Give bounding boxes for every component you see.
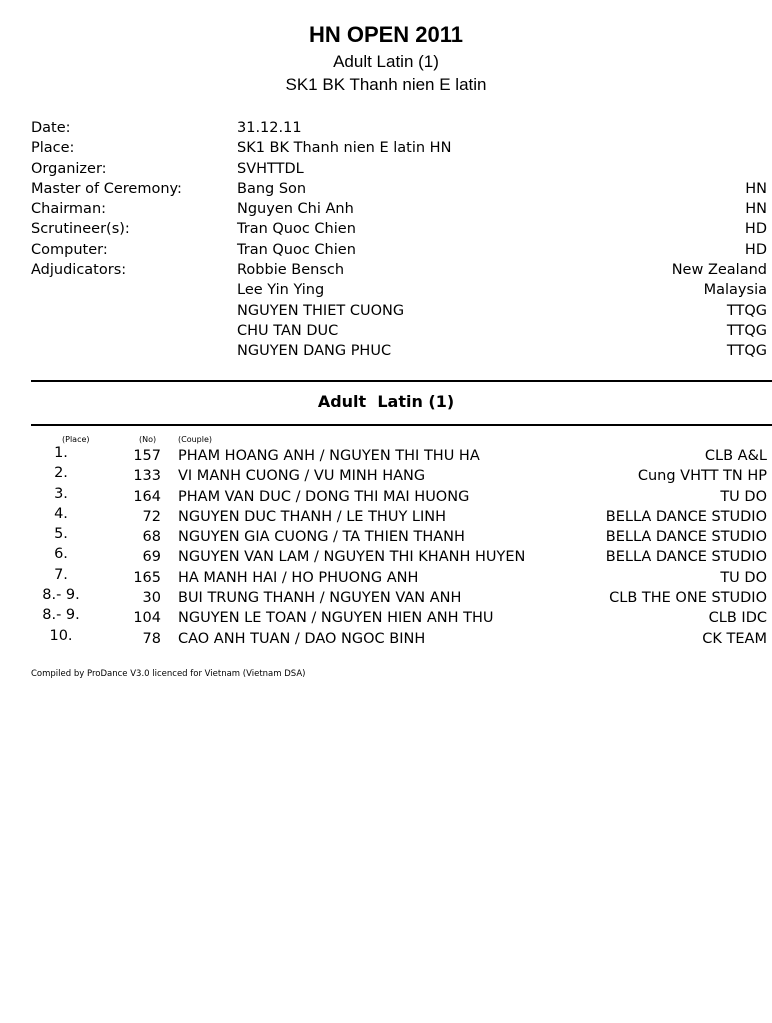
info-value: Robbie Bensch <box>237 262 345 279</box>
result-club: BELLA DANCE STUDIO <box>605 508 767 525</box>
info-row <box>31 321 767 341</box>
info-label: Chairman: <box>31 201 107 218</box>
info-row <box>31 341 767 361</box>
result-number: 133 <box>133 468 161 485</box>
result-number: 165 <box>133 569 161 586</box>
event-location-subtitle: SK1 BK Thanh nien E latin <box>285 75 487 94</box>
info-region: HD <box>744 241 767 258</box>
info-value: SVHTTDL <box>237 160 304 177</box>
results-table <box>31 446 767 649</box>
result-place: 10. <box>49 627 73 644</box>
info-value: 31.12.11 <box>237 120 302 136</box>
event-info-table <box>31 118 767 362</box>
info-region: TTQG <box>726 322 767 339</box>
result-number: 78 <box>142 630 161 647</box>
info-value: SK1 BK Thanh nien E latin HN <box>237 140 452 157</box>
info-row <box>31 118 767 138</box>
info-row <box>31 179 767 199</box>
info-label: Computer: <box>31 241 108 258</box>
result-place: 4. <box>54 505 68 522</box>
info-value: Bang Son <box>237 180 307 197</box>
result-row <box>31 588 767 608</box>
info-region: Malaysia <box>703 282 767 299</box>
result-row <box>31 466 767 486</box>
result-club: TU DO <box>720 569 767 586</box>
column-header-place: (Place) <box>62 435 90 444</box>
info-value: Tran Quoc Chien <box>237 241 356 258</box>
info-label: Place: <box>31 140 75 157</box>
result-couple: NGUYEN DUC THANH / LE THUY LINH <box>178 508 447 525</box>
info-row <box>31 159 767 179</box>
info-region: New Zealand <box>671 262 767 279</box>
info-label: Scrutineer(s): <box>31 221 130 238</box>
info-row <box>31 260 767 280</box>
result-couple: VI MANH CUONG / VU MINH HANG <box>178 468 426 485</box>
event-subtitle: Adult Latin (1) <box>333 52 439 71</box>
result-couple: BUI TRUNG THANH / NGUYEN VAN ANH <box>178 590 462 607</box>
result-club: Cung VHTT TN HP <box>637 468 767 485</box>
result-couple: NGUYEN LE TOAN / NGUYEN HIEN ANH THU <box>178 610 494 627</box>
result-place: 3. <box>54 485 68 502</box>
column-header-no: (No) <box>139 435 157 444</box>
info-label: Master of Ceremony: <box>31 180 182 197</box>
result-number: 72 <box>142 508 161 525</box>
info-value: Nguyen Chi Anh <box>237 201 354 218</box>
result-club: CLB A&L <box>704 448 767 464</box>
result-couple: CAO ANH TUAN / DAO NGOC BINH <box>178 630 426 647</box>
info-region: HN <box>745 201 767 218</box>
result-place: 2. <box>54 465 68 482</box>
result-club: CK TEAM <box>702 630 767 647</box>
info-value: NGUYEN THIET CUONG <box>237 302 405 319</box>
result-number: 69 <box>142 549 161 566</box>
result-row <box>31 487 767 507</box>
result-place: 5. <box>54 526 68 543</box>
info-label: Adjudicators: <box>31 262 127 279</box>
info-row <box>31 240 767 260</box>
result-place: 8.- 9. <box>42 607 80 624</box>
result-club: BELLA DANCE STUDIO <box>605 549 767 566</box>
result-row <box>31 608 767 628</box>
result-couple: NGUYEN GIA CUONG / TA THIEN THANH <box>178 529 465 546</box>
info-region: HN <box>745 180 767 197</box>
result-couple: PHAM HOANG ANH / NGUYEN THI THU HA <box>178 448 480 464</box>
section-title: Adult Latin (1) <box>317 392 455 411</box>
info-row <box>31 219 767 239</box>
info-value: Lee Yin Ying <box>237 282 325 299</box>
result-row <box>31 547 767 567</box>
section-divider-bottom <box>31 424 772 426</box>
result-number: 104 <box>133 610 161 627</box>
info-region: TTQG <box>726 302 767 319</box>
result-row <box>31 507 767 527</box>
result-place: 1. <box>54 445 68 461</box>
info-value: NGUYEN DANG PHUC <box>237 343 392 360</box>
info-region: HD <box>744 221 767 238</box>
result-club: CLB IDC <box>708 610 767 627</box>
result-place: 6. <box>54 546 68 563</box>
info-row <box>31 301 767 321</box>
info-value: Tran Quoc Chien <box>237 221 356 238</box>
result-number: 30 <box>142 590 161 607</box>
result-couple: PHAM VAN DUC / DONG THI MAI HUONG <box>178 488 470 505</box>
result-row <box>31 446 767 466</box>
result-couple: HA MANH HAI / HO PHUONG ANH <box>178 569 419 586</box>
info-label: Organizer: <box>31 160 107 177</box>
result-club: TU DO <box>720 488 767 505</box>
result-place: 7. <box>54 566 68 583</box>
result-number: 157 <box>133 448 161 464</box>
info-row <box>31 199 767 219</box>
result-couple: NGUYEN VAN LAM / NGUYEN THI KHANH HUYEN <box>178 549 526 566</box>
result-club: BELLA DANCE STUDIO <box>605 529 767 546</box>
result-row <box>31 568 767 588</box>
info-row <box>31 138 767 158</box>
section-divider-top <box>31 380 772 382</box>
info-label: Date: <box>31 120 71 136</box>
column-header-couple: (Couple) <box>178 435 213 444</box>
info-row <box>31 280 767 300</box>
result-number: 68 <box>142 529 161 546</box>
info-region: TTQG <box>726 343 767 360</box>
result-row <box>31 629 767 649</box>
footer-note: Compiled by ProDance V3.0 licenced for Vietnam (Vietnam DSA) <box>31 669 306 679</box>
result-number: 164 <box>133 488 161 505</box>
info-value: CHU TAN DUC <box>237 322 339 339</box>
result-place: 8.- 9. <box>42 587 80 604</box>
result-row <box>31 527 767 547</box>
result-club: CLB THE ONE STUDIO <box>609 590 767 607</box>
document-title: HN OPEN 2011 <box>308 22 464 47</box>
